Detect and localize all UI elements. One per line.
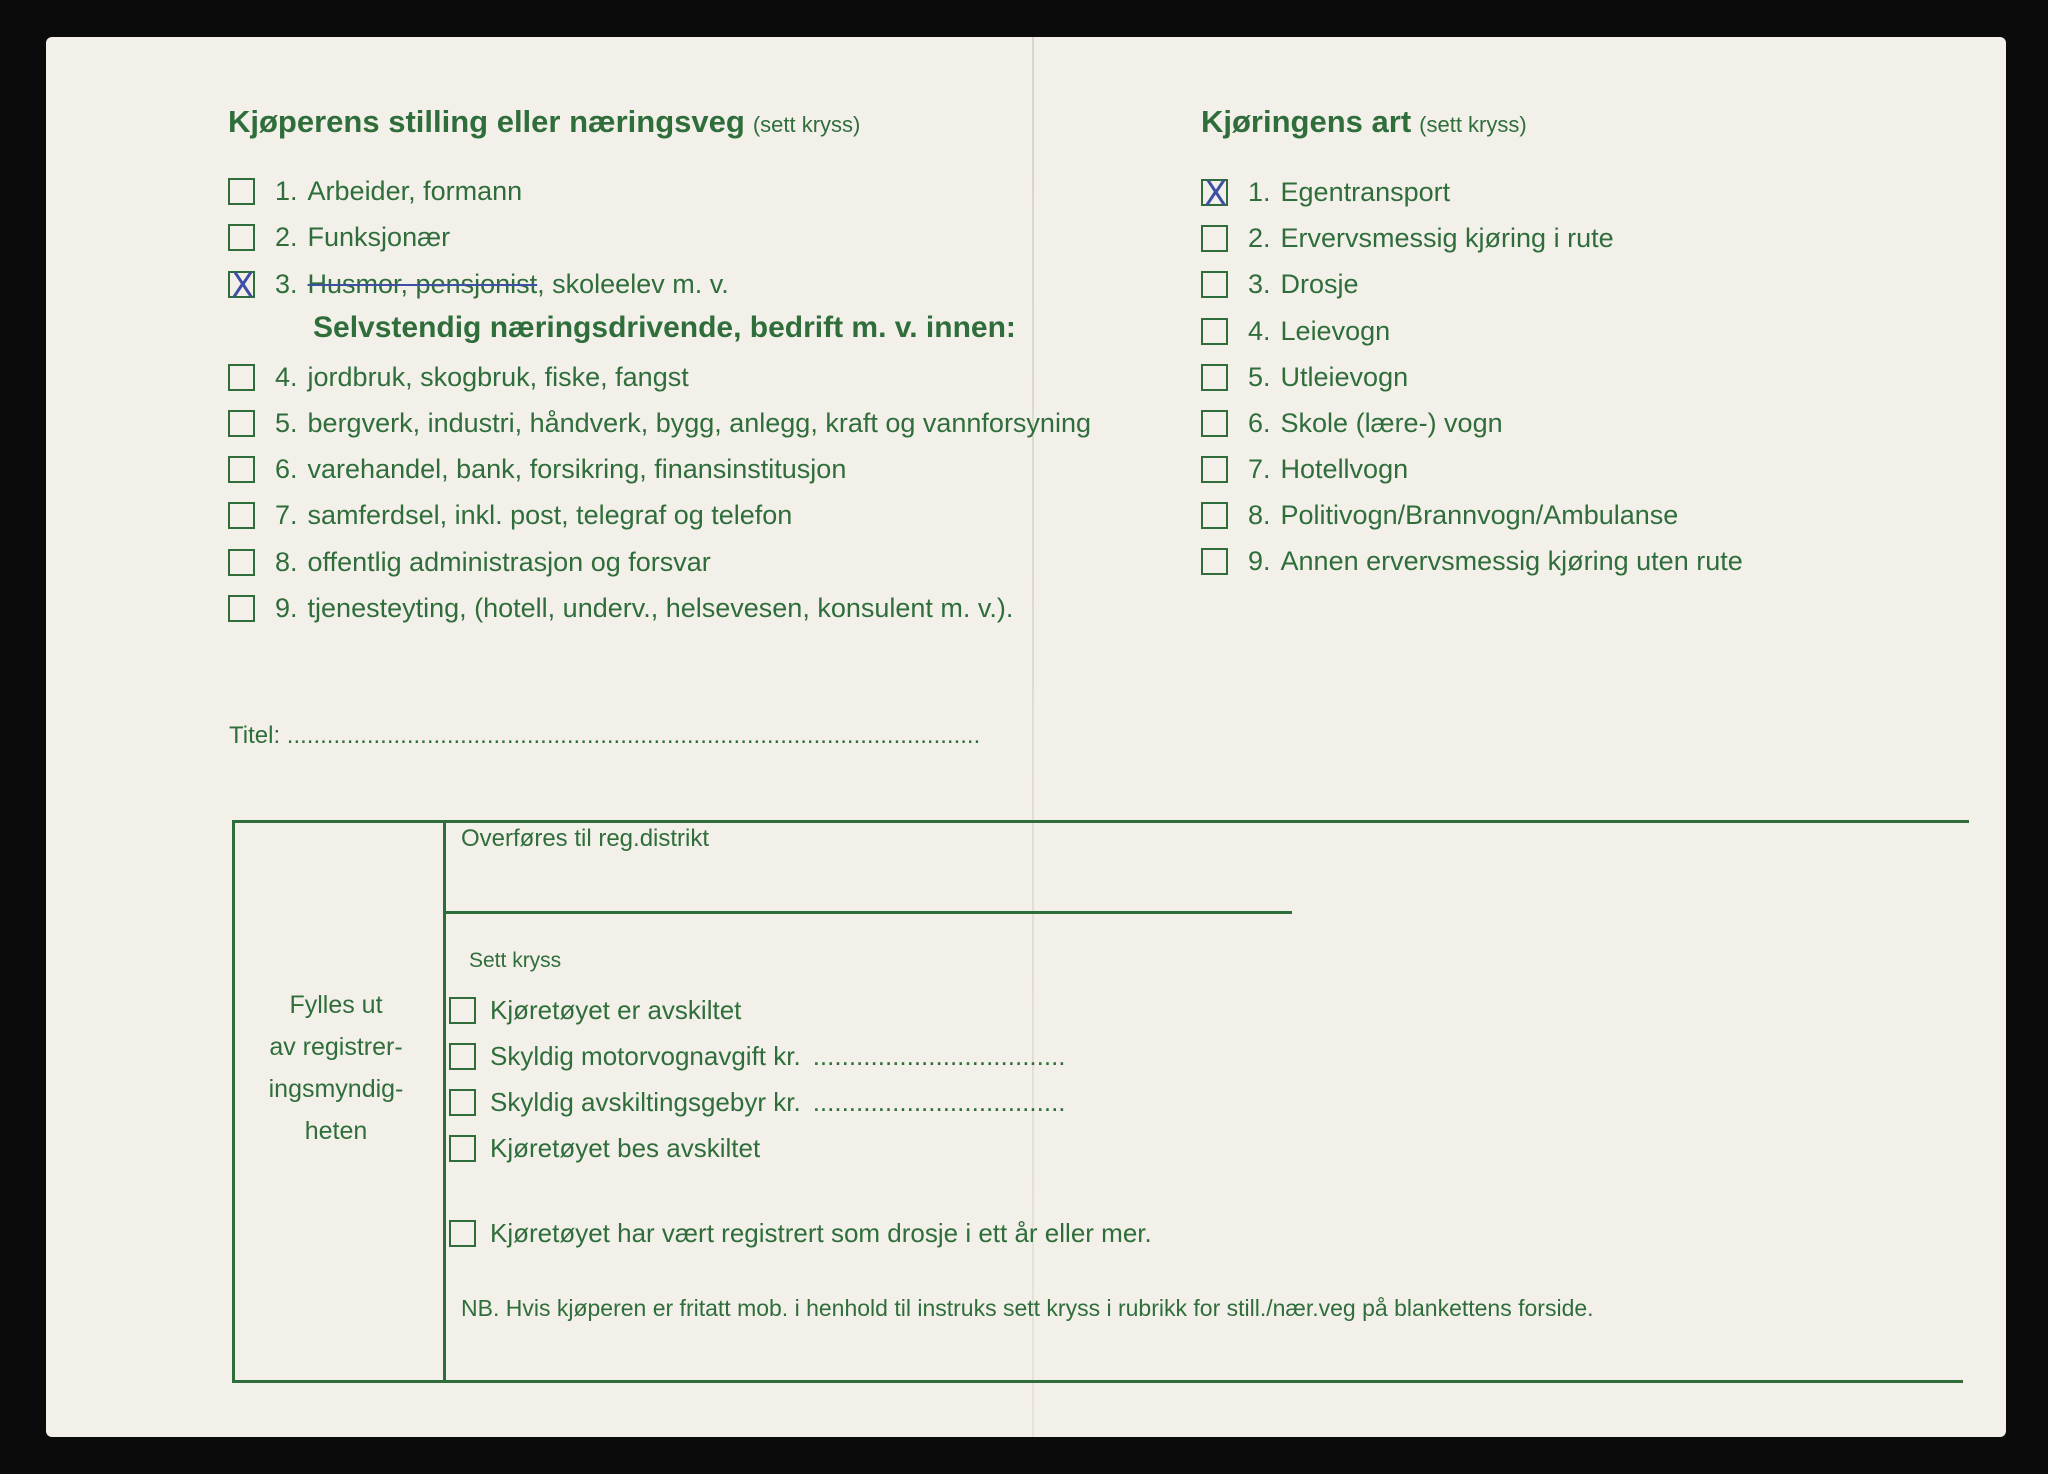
- plate-fee-row[interactable]: [449, 1083, 1066, 1121]
- self-employed-heading: Selvstendig næringsdrivende, bedrift m. v. innen:: [313, 311, 1016, 344]
- nb-note: NB. Hvis kjøperen er fritatt mob. i henhold til instruks sett kryss i rubrikk for still./nær.veg på blankettens forside.: [461, 1295, 1594, 1321]
- checkbox[interactable]: [228, 595, 255, 622]
- show-through-ghost: [1123, 697, 1137, 787]
- position-option-2[interactable]: 2. Funksjonær: [228, 217, 450, 257]
- driving-option-3[interactable]: 3. Drosje: [1201, 264, 1359, 304]
- option-label: Utleievogn: [1280, 361, 1409, 392]
- driving-option-1[interactable]: X 1. Egentransport: [1201, 172, 1450, 212]
- position-option-3[interactable]: X 3. Husmor, pensjonist , skoleelev m. v.: [228, 264, 729, 304]
- checkbox-checked[interactable]: [1201, 179, 1228, 206]
- option-label: Drosje: [1280, 268, 1359, 299]
- option-label: jordbruk, skogbruk, fiske, fangst: [307, 361, 689, 392]
- box-divider: [443, 820, 446, 1383]
- checkbox[interactable]: [1201, 456, 1228, 483]
- district-line: [446, 911, 1292, 914]
- row-label: Kjøretøyet bes avskiltet: [490, 1132, 761, 1163]
- checkbox[interactable]: [228, 410, 255, 437]
- checkbox[interactable]: [1201, 410, 1228, 437]
- option-label: Hotellvogn: [1280, 453, 1409, 484]
- option-label: Arbeider, formann: [307, 175, 523, 206]
- box-bottom-border: [232, 1380, 1963, 1383]
- checkbox[interactable]: [449, 1089, 476, 1116]
- position-option-8[interactable]: 8. offentlig administrasjon og forsvar: [228, 542, 711, 582]
- option-label: Funksjonær: [307, 221, 451, 252]
- checkbox[interactable]: [449, 1220, 476, 1247]
- driving-option-6[interactable]: 6. Skole (lære-) vogn: [1201, 403, 1503, 443]
- option-label: samferdsel, inkl. post, telegraf og telefon: [307, 499, 793, 530]
- option-label: bergverk, industri, håndverk, bygg, anlegg, kraft og vannforsyning: [307, 407, 1091, 438]
- driving-option-7[interactable]: 7. Hotellvogn: [1201, 449, 1408, 489]
- position-option-7[interactable]: 7. samferdsel, inkl. post, telegraf og telefon: [228, 495, 792, 535]
- struck-text: Husmor, pensjonist: [307, 268, 538, 299]
- taxi-year-row[interactable]: [449, 1214, 1152, 1252]
- position-option-5[interactable]: 5. bergverk, industri, håndverk, bygg, anlegg, kraft og vannforsyning: [228, 403, 1091, 443]
- driving-option-8[interactable]: 8. Politivogn/Brannvogn/Ambulanse: [1201, 495, 1678, 535]
- checkbox[interactable]: [1201, 502, 1228, 529]
- checkbox-checked[interactable]: [228, 271, 255, 298]
- right-section-title: Kjøringens art (sett kryss): [1201, 104, 1527, 139]
- sett-kryss-label: Sett kryss: [469, 949, 562, 972]
- vehicle-tax-row[interactable]: [449, 1037, 1066, 1075]
- deregistered-row[interactable]: [449, 991, 741, 1029]
- option-label: Egentransport: [1280, 176, 1451, 207]
- checkbox[interactable]: [228, 502, 255, 529]
- title-field[interactable]: [229, 722, 980, 750]
- checkbox[interactable]: [228, 224, 255, 251]
- checkbox[interactable]: [1201, 364, 1228, 391]
- checkbox[interactable]: [1201, 271, 1228, 298]
- driving-option-4[interactable]: 4. Leievogn: [1201, 311, 1390, 351]
- checkbox[interactable]: [228, 549, 255, 576]
- option-label: Skole (lære-) vogn: [1280, 407, 1503, 438]
- authority-side-label: Fylles ut av registrer- ingsmyndig- heten: [268, 991, 404, 1145]
- driving-option-2[interactable]: 2. Ervervsmessig kjøring i rute: [1201, 218, 1614, 258]
- row-label: Skyldig motorvognavgift kr.: [490, 1040, 801, 1071]
- position-option-4[interactable]: 4. jordbruk, skogbruk, fiske, fangst: [228, 357, 689, 397]
- checkbox[interactable]: [1201, 318, 1228, 345]
- option-label: offentlig administrasjon og forsvar: [307, 546, 711, 577]
- form-sheet: [46, 37, 2006, 1437]
- option-label: Ervervsmessig kjøring i rute: [1280, 222, 1614, 253]
- checkbox[interactable]: [1201, 225, 1228, 252]
- option-label: varehandel, bank, forsikring, finansinstitusjon: [307, 453, 847, 484]
- checkbox[interactable]: [228, 364, 255, 391]
- checkbox[interactable]: [228, 456, 255, 483]
- option-label: Annen ervervsmessig kjøring uten rute: [1280, 545, 1743, 576]
- row-label: Kjøretøyet er avskiltet: [490, 994, 742, 1025]
- option-label: Politivogn/Brannvogn/Ambulanse: [1280, 499, 1679, 530]
- row-label: Skyldig avskiltingsgebyr kr.: [490, 1086, 801, 1117]
- row-label: Kjøretøyet har vært registrert som drosje i ett år eller mer.: [490, 1217, 1152, 1248]
- option-label: Leievogn: [1280, 315, 1391, 346]
- title-label: Titel:: [229, 722, 281, 749]
- checkbox[interactable]: [228, 178, 255, 205]
- request-deregister-row[interactable]: [449, 1129, 760, 1167]
- amount-dotted-line[interactable]: ...................................: [812, 1040, 1066, 1071]
- transfer-district-label: Overføres til reg.distrikt: [461, 825, 710, 852]
- option-label: tjenesteyting, (hotell, underv., helsevesen, konsulent m. v.).: [307, 592, 1014, 623]
- box-top-border: [232, 820, 1969, 823]
- left-section-title: Kjøperens stilling eller næringsveg (sett kryss): [228, 104, 861, 139]
- checkbox[interactable]: [1201, 548, 1228, 575]
- checkbox[interactable]: [449, 1135, 476, 1162]
- position-option-6[interactable]: 6. varehandel, bank, forsikring, finansinstitusjon: [228, 449, 846, 489]
- position-option-9[interactable]: 9. tjenesteyting, (hotell, underv., helsevesen, konsulent m. v.).: [228, 588, 1013, 628]
- driving-option-5[interactable]: 5. Utleievogn: [1201, 357, 1408, 397]
- option-label: , skoleelev m. v.: [537, 268, 729, 299]
- position-option-1[interactable]: 1. Arbeider, formann: [228, 171, 522, 211]
- checkbox[interactable]: [449, 1043, 476, 1070]
- amount-dotted-line[interactable]: ...................................: [812, 1086, 1066, 1117]
- title-dotted-line[interactable]: ........................................................................................................: [286, 722, 981, 749]
- checkbox[interactable]: [449, 997, 476, 1024]
- driving-option-9[interactable]: 9. Annen ervervsmessig kjøring uten rute: [1201, 541, 1743, 581]
